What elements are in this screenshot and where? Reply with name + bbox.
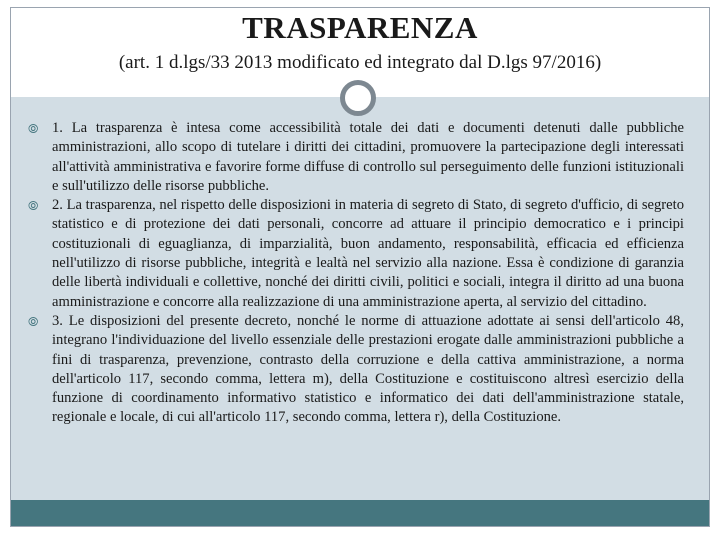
- paragraph-list: [28, 119, 684, 428]
- slide-title: TRASPARENZA: [242, 10, 478, 45]
- paragraph-text: 3. Le disposizioni del presente decreto, nonché le norme di attuazione adottate ai sensi dell'articolo 48, integrano l'individuazione del livello essenziale delle prestazioni erogate dalle amministrazioni pubbliche a fini di trasparenza, prevenzione, contrasto della corruzione e della cattiva amministrazione, a norma dell'articolo 117, secondo comma, lettera m), della Costituzione e costituiscono altresì esercizio della funzione di coordinamento informativo statistico e informatico dei dati dell'amministrazione statale, regionale e locale, di cui all'articolo 117, secondo comma, lettera r), della Costituzione.: [52, 312, 684, 426]
- circle-ornament-icon: [340, 80, 376, 116]
- bullet-icon: ⦾: [28, 313, 39, 329]
- paragraph-text: 1. La trasparenza è intesa come accessibilità totale dei dati e documenti detenuti dalle pubbliche amministrazioni, allo scopo di tutelare i diritti dei cittadini, promuovere la partecipazione degli interessati all'attività amministrativa e favorire forme diffuse di controllo sul perseguimento delle funzioni istituzionali e sull'utilizzo delle risorse pubbliche.: [52, 120, 684, 194]
- slide-subtitle: (art. 1 d.lgs/33 2013 modificato ed integrato dal D.lgs 97/2016): [118, 52, 602, 73]
- bullet-icon: ⦾: [28, 121, 39, 136]
- paragraph-2: [28, 196, 684, 312]
- bullet-icon: ⦾: [28, 198, 39, 214]
- footer-bar: [11, 500, 709, 526]
- paragraph-text: 2. La trasparenza, nel rispetto delle disposizioni in materia di segreto di Stato, di segreto d'ufficio, di segreto statistico e di protezione dei dati personali, concorre ad attuare il principio democratico e i principi costituzionali di eguaglianza, di imparzialità, buon andamento, responsabilità, efficacia ed efficienza nell'utilizzo di risorse pubbliche, integrità e lealtà nel servizio alla nazione. Essa è condizione di garanzia delle libertà individuali e collettive, nonché dei diritti civili, politici e sociali, integra il diritto ad una buona amministrazione e concorre alla realizzazione di una amministrazione aperta, al servizio del cittadino.: [52, 197, 684, 310]
- paragraph-3: [28, 312, 684, 428]
- paragraph-1: [28, 119, 684, 196]
